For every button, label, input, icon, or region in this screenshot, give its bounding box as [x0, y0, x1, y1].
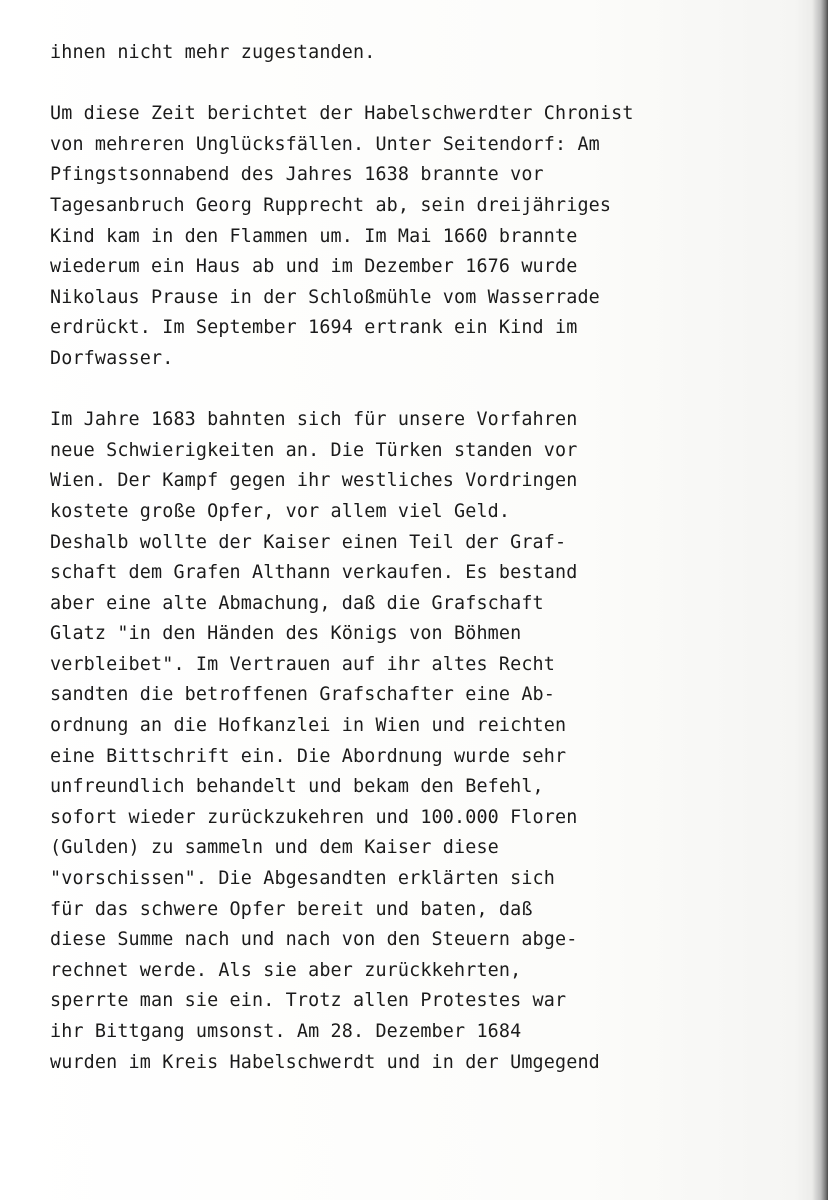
- text-line: eine Bittschrift ein. Die Abordnung wurde sehr: [50, 745, 567, 767]
- paragraph-gap: [50, 69, 750, 100]
- text-line: Nikolaus Prause in der Schloßmühle vom Wasserrade: [50, 286, 600, 308]
- text-line: "vorschissen". Die Abgesandten erklärten sich: [50, 868, 555, 890]
- text-line: erdrückt. Im September 1694 ertrank ein Kind im: [50, 317, 578, 339]
- text-line: sandten die betroffenen Grafschafter eine Ab-: [50, 684, 555, 706]
- body-text: [50, 38, 750, 1078]
- text-line: Tagesanbruch Georg Rupprecht ab, sein dreijähriges: [50, 194, 612, 216]
- text-line: für das schwere Opfer bereit und baten, daß: [50, 898, 533, 920]
- text-line: sperrte man sie ein. Trotz allen Protestes war: [50, 990, 567, 1012]
- paragraph-3: [50, 405, 750, 1078]
- page-edge-shadow: [812, 0, 828, 1200]
- text-line: verbleibet". Im Vertrauen auf ihr altes Recht: [50, 653, 555, 675]
- paragraph-1: [50, 38, 750, 69]
- text-line: von mehreren Unglücksfällen. Unter Seitendorf: Am: [50, 133, 600, 155]
- text-line: neue Schwierigkeiten an. Die Türken standen vor: [50, 439, 578, 461]
- text-line: Deshalb wollte der Kaiser einen Teil der Graf-: [50, 531, 567, 553]
- text-line: ihr Bittgang umsonst. Am 28. Dezember 1684: [50, 1021, 522, 1042]
- text-line: Pfingstsonnabend des Jahres 1638 brannte vor: [50, 164, 544, 186]
- text-line: (Gulden) zu sammeln und dem Kaiser diese: [50, 837, 499, 859]
- text-line: wiederum ein Haus ab und im Dezember 1676 wurde: [50, 256, 578, 278]
- text-line: Wien. Der Kampf gegen ihr westliches Vordringen: [50, 470, 578, 492]
- text-line: Im Jahre 1683 bahnten sich für unsere Vorfahren: [50, 409, 578, 431]
- text-line: sofort wieder zurückzukehren und 100.000 Floren: [50, 806, 578, 828]
- text-line: aber eine alte Abmachung, daß die Grafschaft: [50, 592, 544, 614]
- text-line: Glatz "in den Händen des Königs von Böhmen: [50, 623, 522, 645]
- text-line: ihnen nicht mehr zugestanden.: [50, 42, 376, 63]
- text-line: schaft dem Grafen Althann verkaufen. Es bestand: [50, 562, 578, 584]
- paragraph-gap: [50, 375, 750, 406]
- text-line: Kind kam in den Flammen um. Im Mai 1660 brannte: [50, 225, 578, 247]
- text-line: rechnet werde. Als sie aber zurückkehrten,: [50, 959, 522, 981]
- text-line: Um diese Zeit berichtet der Habelschwerdter Chronist: [50, 103, 634, 125]
- text-line: ordnung an die Hofkanzlei in Wien und reichten: [50, 715, 567, 737]
- text-line: diese Summe nach und nach von den Steuern abge-: [50, 929, 578, 951]
- paragraph-2: [50, 99, 750, 374]
- text-line: Dorfwasser.: [50, 347, 174, 369]
- text-line: unfreundlich behandelt und bekam den Befehl,: [50, 776, 544, 798]
- text-line: wurden im Kreis Habelschwerdt und in der Umgegend: [50, 1051, 600, 1073]
- text-line: kostete große Opfer, vor allem viel Geld.: [50, 500, 511, 522]
